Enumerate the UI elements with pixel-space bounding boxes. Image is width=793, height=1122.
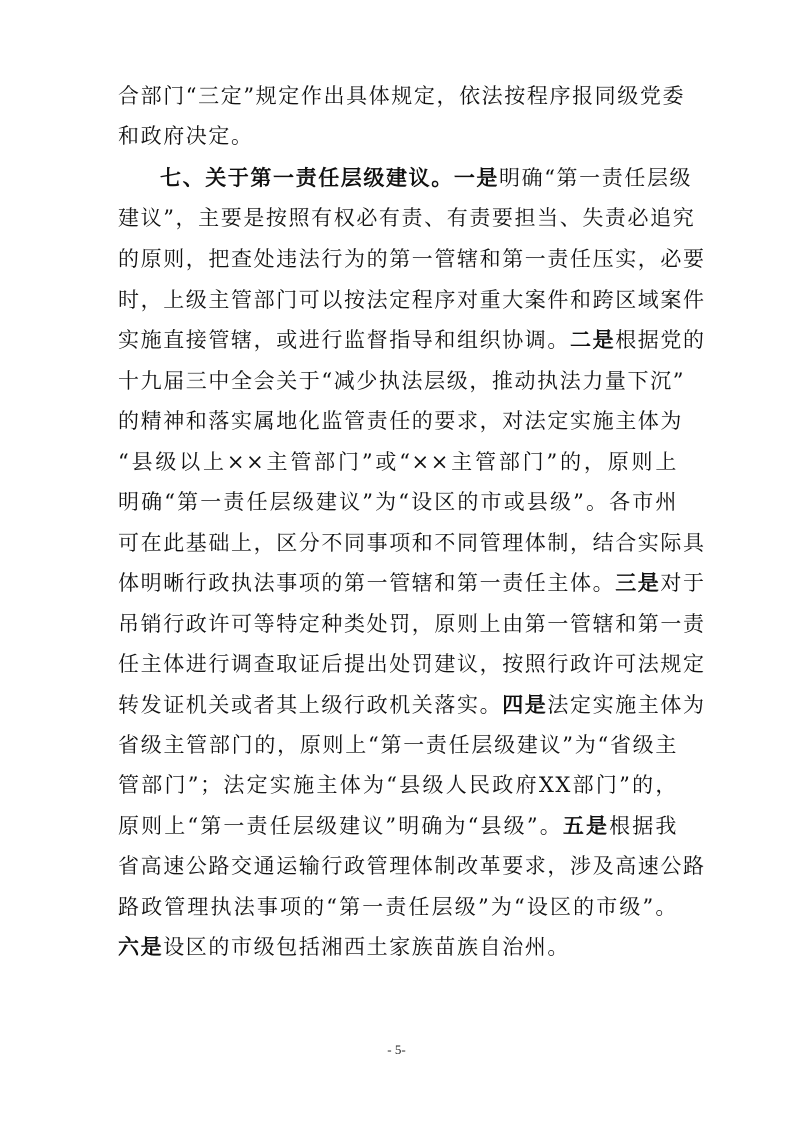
- text-line: [118, 198, 696, 238]
- text-line: [118, 685, 706, 725]
- text-line: [118, 320, 706, 360]
- text-segment: 原则上“第一责任层级建议”明确为“县级”。: [118, 814, 563, 838]
- text-segment: 的精神和落实属地化监管责任的要求，对法定实施主体为: [118, 409, 683, 433]
- text-line: [118, 725, 678, 765]
- text-segment: 任主体进行调查取证后提出处罚建议，按照行政许可法规定: [118, 652, 706, 676]
- text-segment: 转发证机关或者其上级行政机关落实。: [118, 693, 503, 717]
- bold-text-segment: 七、关于第一责任层级建议。: [160, 165, 454, 190]
- bold-text-segment: 四是: [502, 692, 548, 717]
- text-segment: 明确“第一责任层级建议”为“设区的市或县级”。各市州: [118, 490, 678, 514]
- text-line: [118, 401, 683, 441]
- text-segment: 根据党的: [615, 328, 706, 352]
- text-line: [118, 361, 686, 401]
- text-line: [118, 482, 678, 522]
- text-segment: 合部门“三定”规定作出具体规定，依法按程序报同级党委: [118, 84, 686, 108]
- text-line: [118, 116, 678, 156]
- text-line: [118, 76, 686, 116]
- bold-text-segment: 六是: [118, 934, 164, 959]
- text-segment: 时，上级主管部门可以按法定程序对重大案件和跨区域案件: [118, 288, 706, 312]
- text-segment: 明确“第一责任层级: [499, 166, 693, 190]
- text-segment: 路政管理执法事项的“第一责任层级”为“设区的市级”。: [118, 895, 678, 919]
- text-segment: 十九届三中全会关于“减少执法层级，推动执法力量下沉”: [118, 369, 686, 393]
- page-number: - 5-: [387, 1042, 406, 1057]
- bold-text-segment: 五是: [562, 813, 610, 838]
- text-line: [118, 644, 706, 684]
- text-segment: 建议”，主要是按照有权必有责、有责要担当、失责必追究: [118, 206, 696, 230]
- text-line: [118, 604, 706, 644]
- text-segment: 设区的市级包括湘西土家族苗族自治州。: [163, 935, 571, 959]
- text-line: [118, 280, 706, 320]
- text-line: [118, 523, 706, 563]
- text-line: [118, 846, 706, 886]
- text-line: [118, 563, 706, 603]
- text-segment: 实施直接管辖，或进行监督指导和组织协调。: [118, 328, 570, 352]
- text-line: [160, 158, 693, 198]
- text-line: [118, 887, 678, 927]
- text-segment: 省高速公路交通运输行政管理体制改革要求，涉及高速公路: [118, 854, 706, 878]
- text-segment: “县级以上××主管部门”或“××主管部门”的，原则上: [118, 450, 678, 474]
- text-line: [118, 765, 678, 805]
- text-segment: 根据我: [609, 814, 678, 838]
- bold-text-segment: 一是: [453, 165, 500, 190]
- text-line: [118, 239, 706, 279]
- text-segment: 体明晰行政执法事项的第一管辖和第一责任主体。: [118, 571, 616, 595]
- text-segment: 的原则，把查处违法行为的第一管辖和第一责任压实，必要: [118, 247, 706, 271]
- text-segment: 法定实施主体为: [547, 693, 706, 717]
- text-line: [118, 927, 678, 967]
- bold-text-segment: 二是: [570, 327, 616, 352]
- text-line: [118, 806, 678, 846]
- text-segment: 可在此基础上，区分不同事项和不同管理体制，结合实际具: [118, 531, 706, 555]
- text-segment: 和政府决定。: [118, 124, 254, 148]
- text-segment: 对于: [660, 571, 706, 595]
- text-segment: 省级主管部门的，原则上“第一责任层级建议”为“省级主: [118, 733, 678, 757]
- text-segment: 吊销行政许可等特定种类处罚，原则上由第一管辖和第一责: [118, 612, 706, 636]
- bold-text-segment: 三是: [615, 570, 661, 595]
- text-line: [118, 442, 678, 482]
- text-segment: 管部门”；法定实施主体为“县级人民政府XX部门”的，: [118, 773, 678, 797]
